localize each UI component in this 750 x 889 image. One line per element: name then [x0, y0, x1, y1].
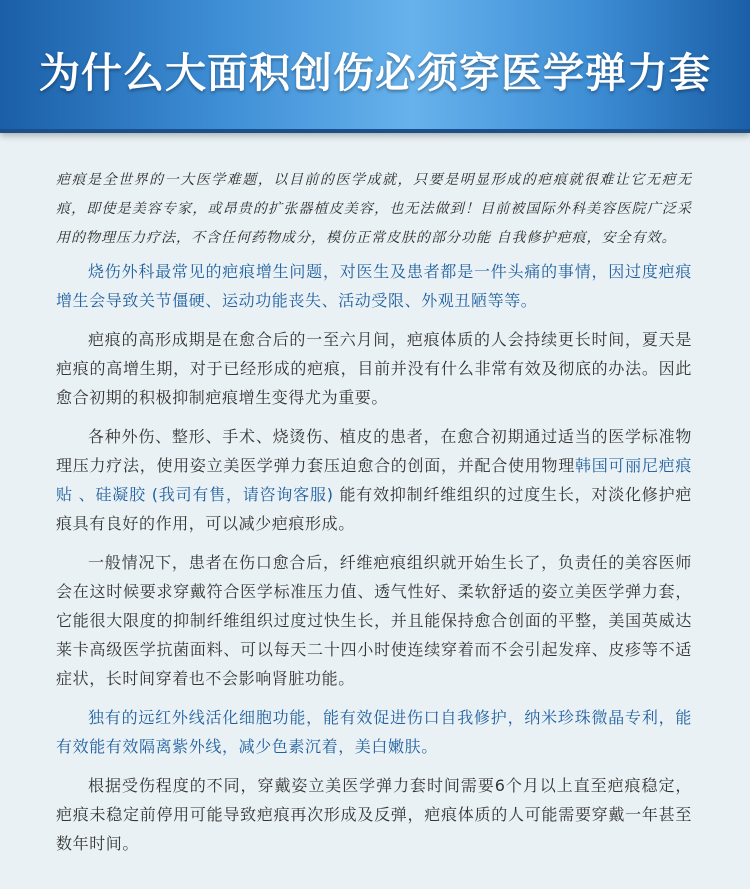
paragraph-burn-scar: 烧伤外科最常见的疤痕增生问题，对医生及患者都是一件头痛的事情，因过度疤痕增生会导致关节僵硬、运动功能丧失、活动受限、外观丑陋等等。 — [56, 262, 692, 310]
paragraph-general-case: 一般情况下，患者在伤口愈合后，纤维疤痕组织就开始生长了，负责任的美容医师会在这时候要求穿戴符合医学标准压力值、透气性好、柔软舒适的姿立美医学弹力套，它能很大限度的抑制纤维组织过度过快生长，并且能保持愈合创面的平整，美国英威达莱卡高级医学抗菌面料、可以每天二十四小时使连续穿着而不会引起发痒、皮疹等不适症状，长时间穿着也不会影响肾脏功能。 — [56, 553, 692, 688]
paragraph-scar-period: 疤痕的高形成期是在愈合后的一至六月间，疤痕体质的人会持续更长时间，夏天是疤痕的高增生期，对于已经形成的疤痕，目前并没有什么非常有效及彻底的办法。因此愈合初期的积极抑制疤痕增生变得尤为重要。 — [56, 330, 692, 407]
intro-paragraph: 疤痕是全世界的一大医学难题，以目前的医学成就，只要是明显形成的疤痕就很难让它无疤无痕，即使是美容专家，或昂贵的扩张器植皮美容，也无法做到！目前被国际外科美容医院广泛采用的物理压力疗法，不含任何药物成分，模仿正常皮肤的部分功能 自我修护疤痕，安全有效。 — [56, 172, 692, 246]
article-body — [56, 166, 692, 868]
paragraph-pressure-therapy-a: 各种外伤、整形、手术、烧烫伤、植皮的患者，在愈合初期通过适当的医学标准物理压力疗法，使用姿立美医学弹力套压迫愈合的创面，并配合使用物理 — [56, 427, 692, 475]
product-highlight: 韩国可丽尼疤痕贴 、硅凝胶 (我司有售，请咨询客服) — [56, 456, 692, 504]
paragraph-duration: 根据受伤程度的不同，穿戴姿立美医学弹力套时间需要6个月以上直至疤痕稳定，疤痕未稳定前停用可能导致疤痕再次形成及反弹，疤痕体质的人可能需要穿戴一年甚至数年时间。 — [56, 776, 692, 853]
paragraph-pressure-therapy-c: 能有效抑制纤维组织的过度生长，对淡化修护疤痕具有良好的作用，可以减少疤痕形成。 — [56, 485, 692, 533]
page-title: 为什么大面积创伤必须穿医学弹力套 — [39, 49, 711, 97]
paragraph-pressure-therapy — [56, 422, 692, 538]
header-banner — [0, 0, 750, 133]
paragraph-features: 独有的远红外线活化细胞功能，能有效促进伤口自我修护，纳米珍珠微晶专利，能有效能有效隔离紫外线，减少色素沉着，美白嫩肤。 — [56, 708, 692, 756]
